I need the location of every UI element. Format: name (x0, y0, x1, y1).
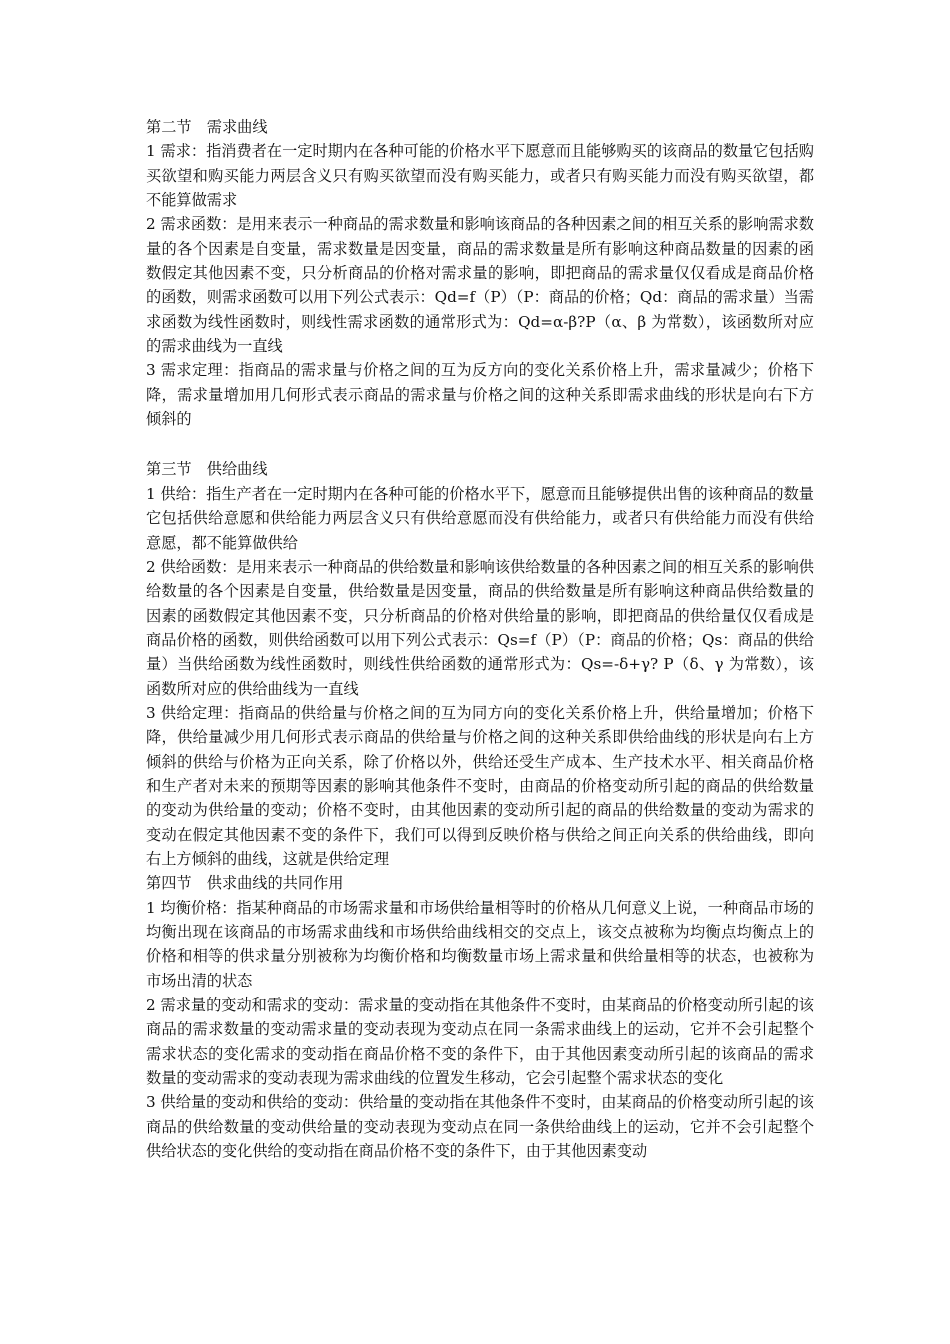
section-spacer (146, 431, 814, 457)
document-page (146, 115, 814, 1163)
paragraph-equilibrium-price: 1 均衡价格：指某种商品的市场需求量和市场供给量相等时的价格从几何意义上说，一种商品市场的均衡出现在该商品的市场需求曲线和市场供给曲线相交的交点上，该交点被称为均衡点均衡点上的价格和相等的供求量分别被称为均衡价格和均衡数量市场上需求量和供给量相等的状态，也被称为市场出清的状态 (146, 898, 814, 990)
paragraph-supply-definition: 1 供给：指生产者在一定时期内在各种可能的价格水平下，愿意而且能够提供出售的该种商品的数量它包括供给意愿和供给能力两层含义只有供给意愿而没有供给能力，或者只有供给能力而没有供给意愿，都不能算做供给 (146, 484, 814, 552)
paragraph-supply-law: 3 供给定理：指商品的供给量与价格之间的互为同方向的变化关系价格上升，供给量增加；价格下降，供给量减少用几何形式表示商品的供给量与价格之间的这种关系即供给曲线的形状是向右上方倾斜的供给与价格为正向关系，除了价格以外，供给还受生产成本、生产技术水平、相关商品价格和生产者对未来的预期等因素的影响其他条件不变时，由商品的价格变动所引起的商品的供给数量的变动为供给量的变动；价格不变时，由其他因素的变动所引起的商品的供给数量的变动为需求的变动在假定其他因素不变的条件下，我们可以得到反映价格与供给之间正向关系的供给曲线，即向右上方倾斜的曲线，这就是供给定理 (146, 703, 814, 868)
paragraph-supply-quantity-change: 3 供给量的变动和供给的变动：供给量的变动指在其他条件不变时，由某商品的价格变动所引起的该商品的供给数量的变动供给量的变动表现为变动点在同一条供给曲线上的运动，它并不会引起整个供给状态的变化供给的变动指在商品价格不变的条件下，由于其他因素变动 (146, 1093, 814, 1161)
paragraph-demand-quantity-change: 2 需求量的变动和需求的变动：需求量的变动指在其他条件不变时，由某商品的价格变动所引起的该商品的需求数量的变动需求量的变动表现为变动点在同一条需求曲线上的运动，它并不会引起整个需求状态的变化需求的变动指在商品价格不变的条件下，由于其他因素变动所引起的该商品的需求数量的变动需求的变动表现为需求曲线的位置发生移动，它会引起整个需求状态的变化 (146, 996, 814, 1088)
paragraph-demand-definition: 1 需求：指消费者在一定时期内在各种可能的价格水平下愿意而且能够购买的该商品的数量它包括购买欲望和购买能力两层含义只有购买欲望而没有购买能力，或者只有购买能力而没有购买欲望，都不能算做需求 (146, 142, 814, 210)
section-heading-supply-curve: 第三节 供给曲线 (146, 460, 268, 479)
paragraph-supply-function: 2 供给函数：是用来表示一种商品的供给数量和影响该供给数量的各种因素之间的相互关系的影响供给数量的各个因素是自变量，供给数量是因变量，商品的供给数量是所有影响这种商品供给数量的因素的函数假定其他因素不变，只分析商品的价格对供给量的影响，即把商品的供给量仅仅看成是商品价格的函数，则供给函数可以用下列公式表示：Qs=f（P）（P：商品的价格；Qs：商品的供给量）当供给函数为线性函数时，则线性供给函数的通常形式为：Qs=-δ+γ? P（δ、γ 为常数），该函数所对应的供给曲线为一直线 (146, 557, 814, 698)
paragraph-demand-law: 3 需求定理：指商品的需求量与价格之间的互为反方向的变化关系价格上升，需求量减少；价格下降，需求量增加用几何形式表示商品的需求量与价格之间的这种关系即需求曲线的形状是向右下方倾斜的 (146, 361, 814, 429)
section-heading-demand-curve: 第二节 需求曲线 (146, 118, 268, 136)
paragraph-demand-function: 2 需求函数：是用来表示一种商品的需求数量和影响该商品的各种因素之间的相互关系的影响需求数量的各个因素是自变量，需求数量是因变量，商品的需求数量是所有影响这种商品数量的因素的函数假定其他因素不变，只分析商品的价格对需求量的影响，即把商品的需求量仅仅看成是商品价格的函数，则需求函数可以用下列公式表示：Qd=f（P）（P：商品的价格；Qd：商品的需求量）当需求函数为线性函数时，则线性需求函数的通常形式为：Qd=α-β?P（α、β 为常数），该函数所对应的需求曲线为一直线 (146, 215, 814, 356)
section-heading-supply-demand-interaction: 第四节 供求曲线的共同作用 (146, 874, 344, 893)
